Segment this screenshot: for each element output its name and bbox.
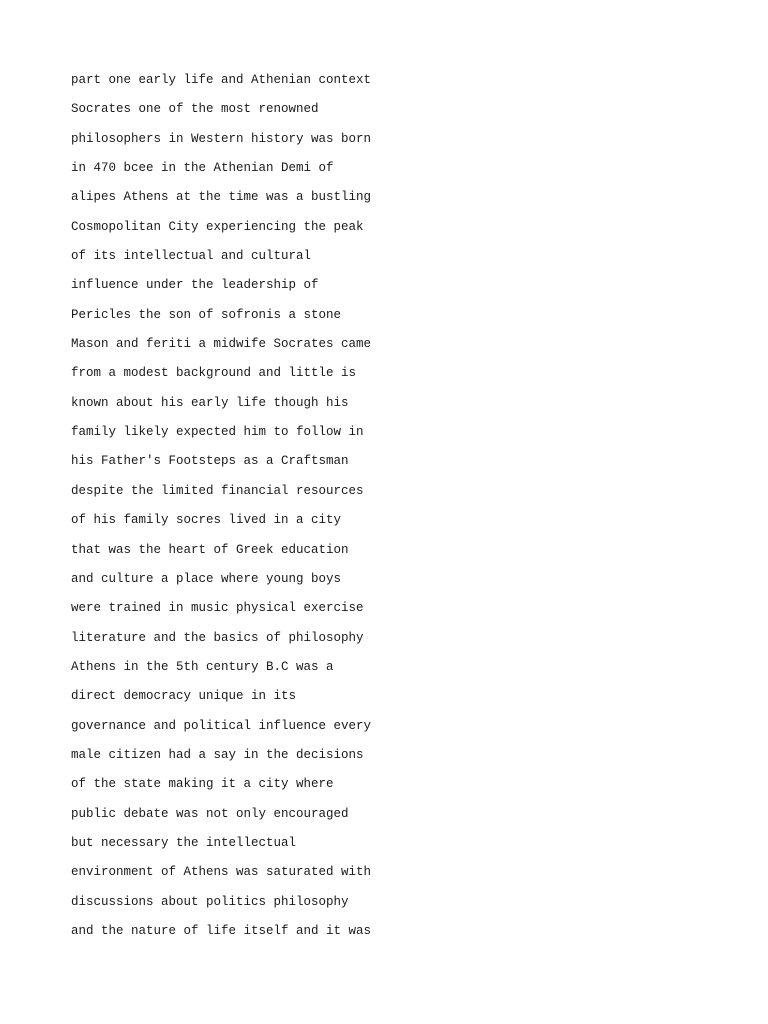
text-line: Cosmopolitan City experiencing the peak <box>71 219 364 234</box>
text-line: influence under the leadership of <box>71 278 319 293</box>
text-line: alipes Athens at the time was a bustling <box>71 190 372 205</box>
transcript-text <box>71 70 711 950</box>
text-line: and culture a place where young boys <box>71 571 342 586</box>
text-line: Athens in the 5th century B.C was a <box>71 659 334 674</box>
text-line: governance and political influence every <box>71 718 372 733</box>
text-line: were trained in music physical exercise <box>71 601 364 616</box>
text-line: Pericles the son of sofronis a stone <box>71 307 342 322</box>
text-line: from a modest background and little is <box>71 366 357 381</box>
text-line: and the nature of life itself and it was <box>71 923 372 938</box>
text-line: his Father's Footsteps as a Craftsman <box>71 454 349 469</box>
text-line: part one early life and Athenian context <box>71 73 372 87</box>
text-line: philosophers in Western history was born <box>71 131 372 146</box>
text-line: direct democracy unique in its <box>71 689 297 704</box>
text-line: of the state making it a city where <box>71 777 334 792</box>
text-line: of his family socres lived in a city <box>71 513 342 528</box>
text-line: but necessary the intellectual <box>71 835 297 850</box>
text-line: known about his early life though his <box>71 395 349 410</box>
text-line: environment of Athens was saturated with <box>71 865 372 880</box>
text-line: discussions about politics philosophy <box>71 894 349 909</box>
text-line: male citizen had a say in the decisions <box>71 747 364 762</box>
text-line: despite the limited financial resources <box>71 483 364 498</box>
text-line: family likely expected him to follow in <box>71 425 364 440</box>
text-line: literature and the basics of philosophy <box>71 630 364 645</box>
text-line: public debate was not only encouraged <box>71 806 349 821</box>
text-line: that was the heart of Greek education <box>71 542 349 557</box>
text-line: Socrates one of the most renowned <box>71 102 319 117</box>
text-line: Mason and feriti a midwife Socrates came <box>71 337 372 352</box>
text-line: in 470 bcee in the Athenian Demi of <box>71 161 334 176</box>
text-line: of its intellectual and cultural <box>71 249 312 264</box>
